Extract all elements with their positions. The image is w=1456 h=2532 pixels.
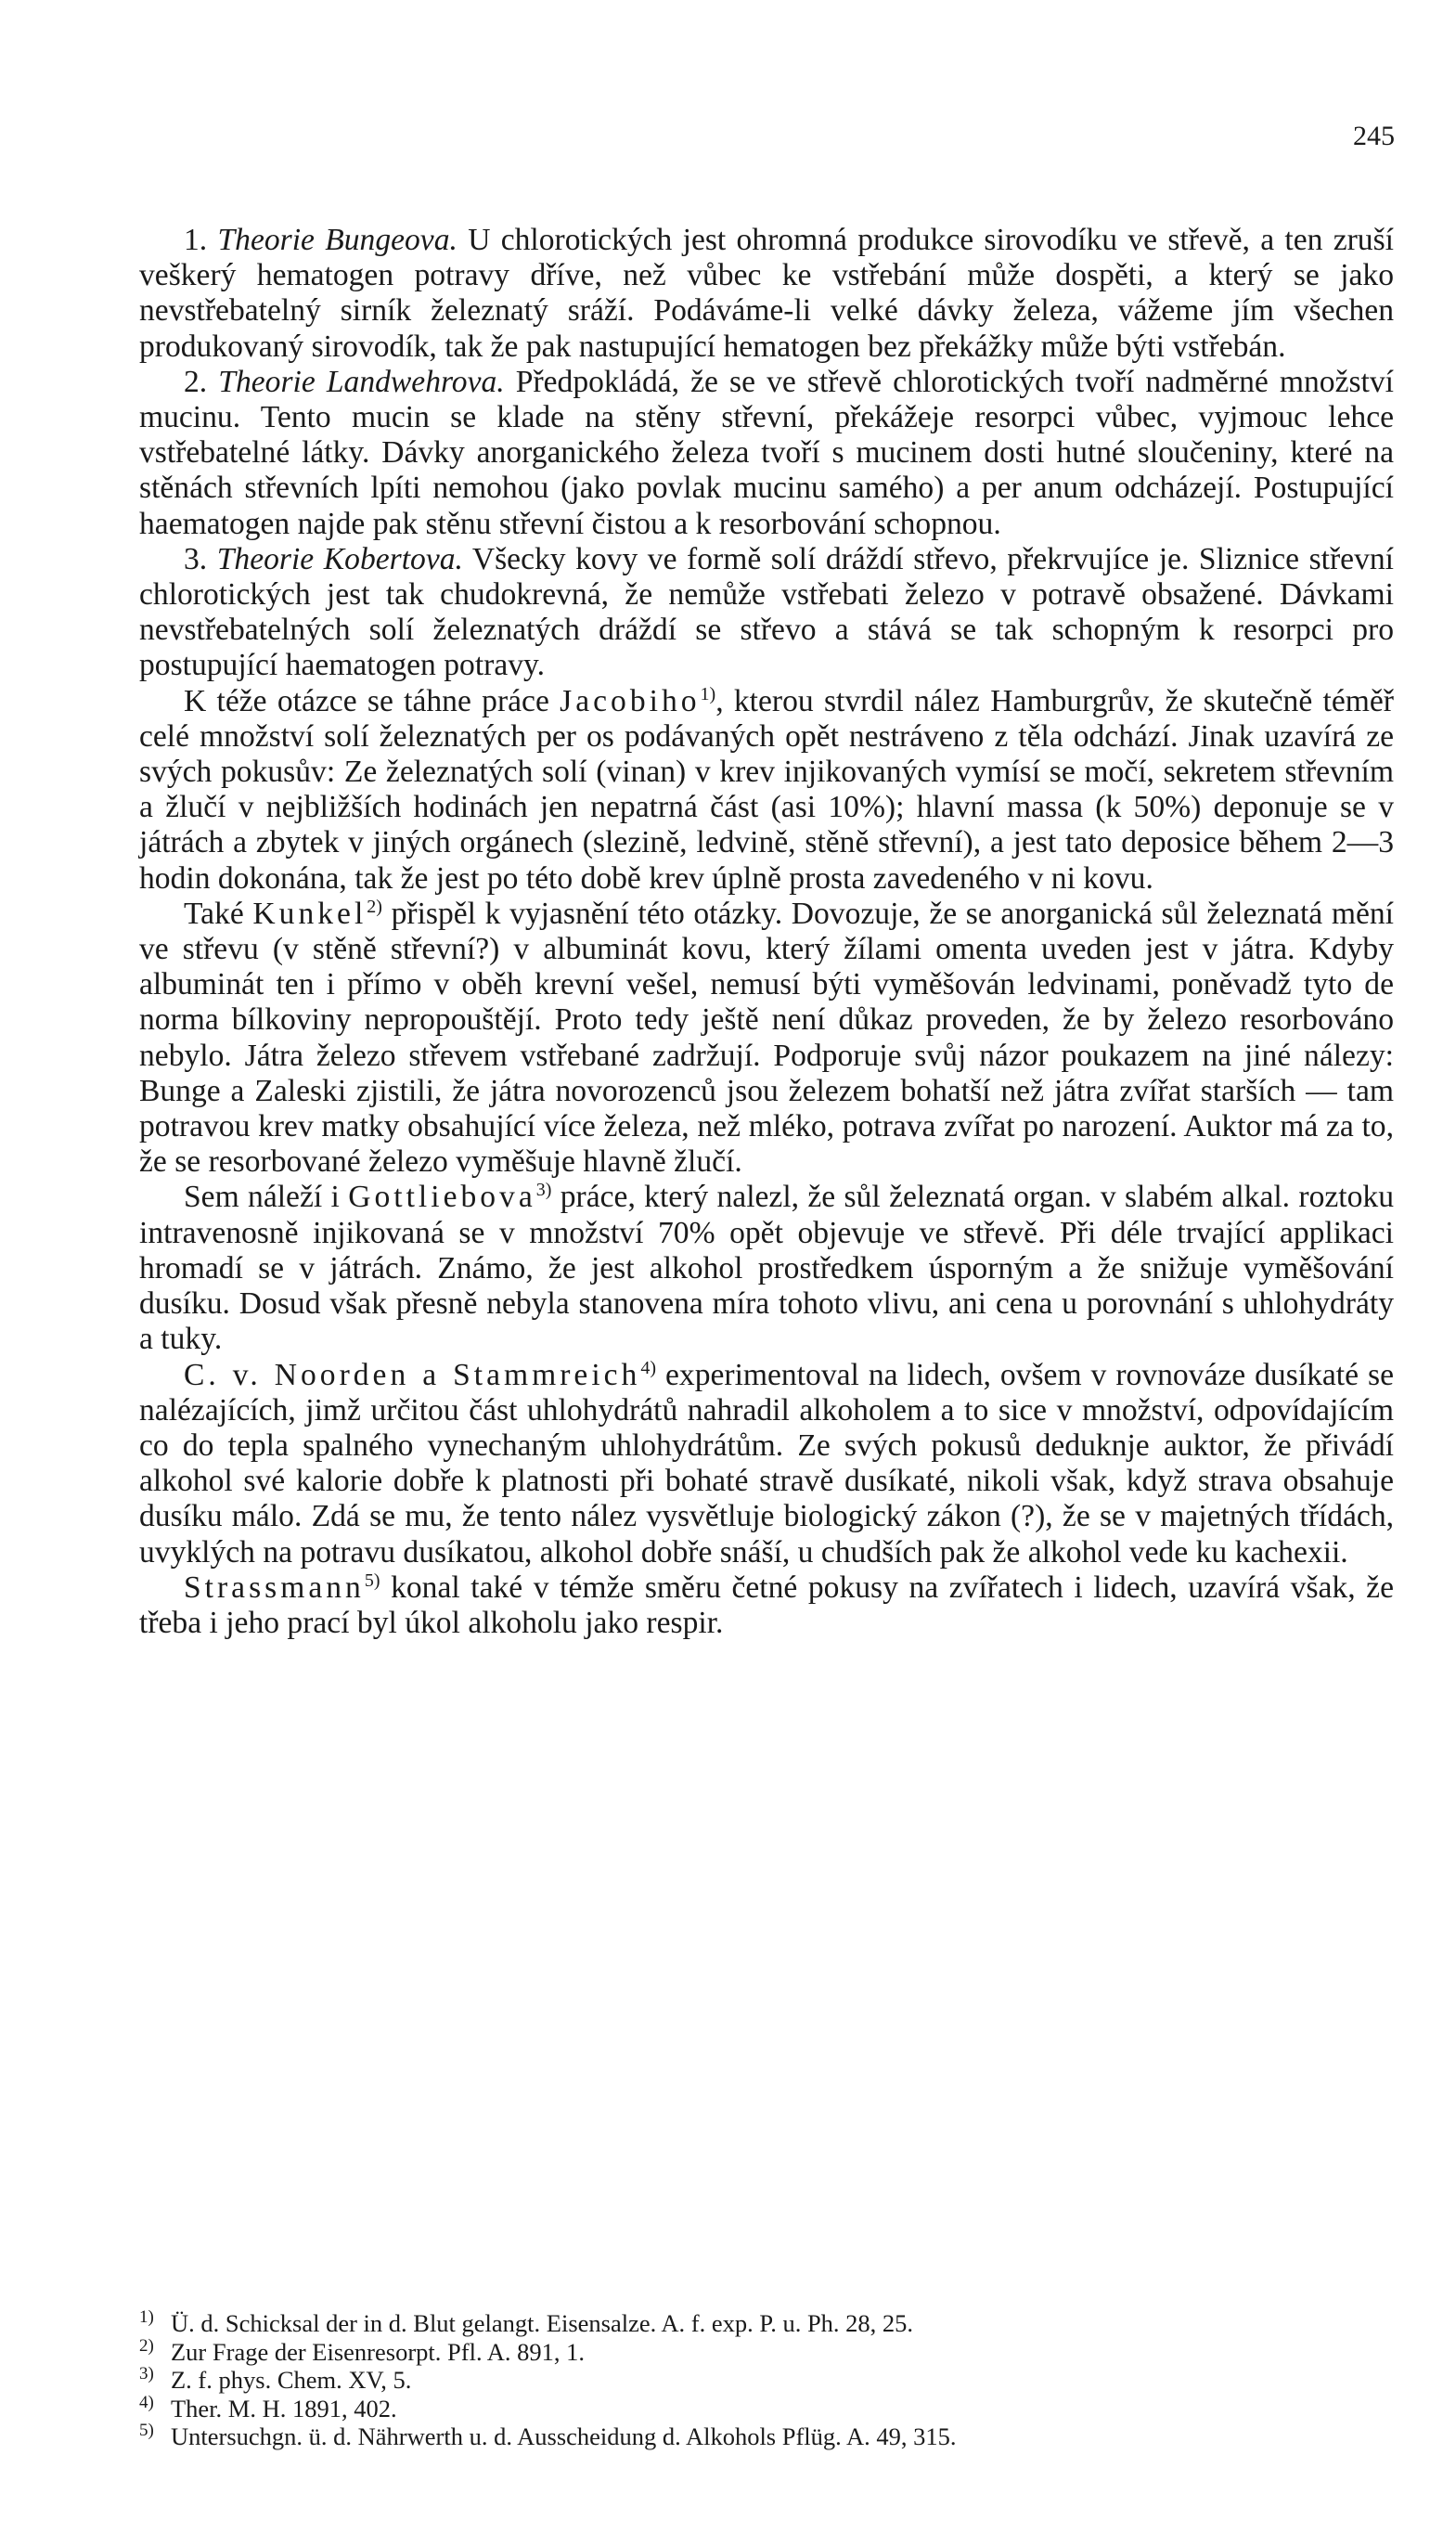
paragraph-theory-bunge xyxy=(139,223,1394,365)
author-name: Strassmann xyxy=(184,1570,365,1605)
author-name: C. v. Noorden a Stammreich xyxy=(184,1357,641,1392)
footnote-ref: 4) xyxy=(640,1357,657,1378)
footnote-2 xyxy=(139,2335,1401,2367)
paragraph-number: 2. xyxy=(184,364,208,399)
paragraph-number: 1. xyxy=(184,223,208,257)
footnote-text: Ü. d. Schicksal der in d. Blut gelangt. Eisensalze. A. f. exp. P. u. Ph. 28, 25. xyxy=(171,2309,914,2337)
footnote-4 xyxy=(139,2392,1401,2423)
page-number: 245 xyxy=(1353,121,1395,151)
paragraph-lead: Také xyxy=(184,896,244,931)
paragraph-number: 3. xyxy=(184,541,208,576)
footnote-ref: 1) xyxy=(700,683,716,704)
paragraph-noorden xyxy=(139,1358,1394,1570)
paragraph-title: Theorie Bungeova. xyxy=(217,223,457,257)
paragraph-title: Theorie Kobertova. xyxy=(216,541,463,576)
footnote-mark: 1) xyxy=(139,2307,154,2327)
paragraph-text: práce, který nalezl, že sůl železnatá organ. v slabém alkal. roztoku intravenosně injikovaná se v množství 70% opět objevuje ve střevě. Při déle trvající applikaci hromadí se v játrách. Známo, že jest alkohol prostředkem úsporným a že snižuje vyměšování dusíku. Dosud však přesně nebyla stanovena míra tohoto vlivu, ani cena u porovnání s uhlohydráty a tuky. xyxy=(139,1180,1394,1357)
paragraph-text: přispěl k vyjasnění této otázky. Dovozuje, že se anorganická sůl železnatá mění ve střevu (v stěně střevní?) v albuminát kovu, který žílami omenta uveden jest v játra. Kdyby albuminát ten i přímo v oběh krevní vešel, nemusí býti vyměšován ledvinami, poněvadž tyto de norma bílkoviny nepropouštějí. Proto tedy ještě není důkaz proveden, že by železo resorbováno nebylo. Játra železo střevem vstřebané zadržují. Podporuje svůj názor poukazem na jiné nálezy: Bunge a Zaleski zjistili, že játra novorozenců jsou železem bohatší než játra zvířat starších — tam potravou krev matky obsahující více železa, než mléko, potrava zvířat po narození. Auktor má za to, že se resorbované železo vyměšuje hlavně žlučí. xyxy=(139,896,1394,1180)
footnote-ref: 3) xyxy=(535,1180,552,1201)
footnote-mark: 3) xyxy=(139,2364,154,2383)
footnote-text: Untersuchgn. ü. d. Nährwerth u. d. Ausscheidung d. Alkohols Pflüg. A. 49, 315. xyxy=(171,2422,957,2450)
footnote-text: Ther. M. H. 1891, 402. xyxy=(171,2394,397,2422)
paragraph-lead: Sem náleží i xyxy=(184,1180,340,1215)
footnote-mark: 5) xyxy=(139,2421,154,2440)
paragraph-text: experimentoval na lidech, ovšem v rovnováze dusíkaté se nalézajících, jimž určitou část uhlohydrátů nahradil alkoholem a to sice v množství, odpovídajícím co do tepla spalného vynechaným uhlohydrátům. Ze svých pokusů deduknje auktor, že přivádí alkohol své kalorie dobře k platnosti při bohaté stravě dusíkaté, nikoli však, když strava obsahuje dusíku málo. Zdá se mu, že tento nález vysvětluje biologický zákon (?), že se v majetných třídách, uvyklých na potravu dusíkatou, alkohol dobře snáší, u chudších pak že alkohol vede ku kachexii. xyxy=(139,1357,1394,1570)
footnote-mark: 2) xyxy=(139,2335,154,2356)
paragraph-jacobi xyxy=(139,684,1394,897)
author-name: Gottliebova xyxy=(348,1180,536,1215)
paragraph-text: konal také v témže směru četné pokusy na zvířatech i lidech, uzavírá však, že třeba i jeho prací byl úkol alkoholu jako respir. xyxy=(139,1570,1394,1640)
author-name: Jacobiho xyxy=(560,683,701,718)
paragraph-title: Theorie Landwehrova. xyxy=(218,364,505,399)
footnote-ref: 5) xyxy=(364,1570,380,1591)
footnote-1 xyxy=(139,2309,1401,2338)
paragraph-text: U chlorotických jest ohromná produkce sirovodíku ve střevě, a ten zruší veškerý hematogen potravy dříve, než vůbec ke vstřebání může dospěti, a který se jako nevstřebatelný sirník železnatý sráží. Podáváme-li velké dávky železa, vážeme jím všechen produkovaný sirovodík, tak že pak nastupující hematogen bez překážky může býti vstřebán. xyxy=(139,223,1394,364)
footnote-mark: 4) xyxy=(139,2392,154,2412)
author-name: Kunkel xyxy=(252,896,367,931)
paragraph-strassmann xyxy=(139,1570,1394,1641)
footnotes xyxy=(139,2309,1401,2451)
footnote-5 xyxy=(139,2422,1401,2451)
paragraph-text: , kterou stvrdil nález Hamburgrův, že skutečně téměř celé množství solí železnatých per os podávaných opět nestráveno z těla odchází. Jinak uzavírá ze svých pokusův: Ze železnatých solí (vinan) v krev injikovaných vymísí se močí, sekretem střevním a žlučí v nejbližších hodinách jen nepatrná část (asi 10%); hlavní massa (k 50%) deponuje se v játrách a zbytek v jiných orgánech (slezině, ledvině, stěně střevní), a jest tato deposice během 2—3 hodin dokonána, tak že jest po této době krev úplně prosta zavedeného v ni kovu. xyxy=(139,683,1394,896)
body-text xyxy=(139,223,1394,1641)
paragraph-text: Předpokládá, že se ve střevě chlorotických tvoří nadměrné množství mucinu. Tento mucin se klade na stěny střevní, překážeje resorpci vůbec, vyjmouc lehce vstřebatelné látky. Dávky anorganického železa tvoří s mucinem dosti hutné sloučeniny, které na stěnách střevních lpíti nemohou (jako povlak mucinu samého) a per anum odcházejí. Postupující haematogen najde pak stěnu střevní čistou a k resorbování schopnou. xyxy=(139,364,1394,541)
paragraph-kunkel xyxy=(139,897,1394,1181)
footnote-ref: 2) xyxy=(367,896,382,917)
paragraph-theory-kobert xyxy=(139,542,1394,684)
footnote-text: Z. f. phys. Chem. XV, 5. xyxy=(171,2366,412,2394)
paragraph-text: Všecky kovy ve formě solí dráždí střevo, překrvujíce je. Sliznice střevní chlorotických jest tak chudokrevná, že nemůže vstřebati železo v potravě obsažené. Dávkami nevstřebatelných solí železnatých dráždí se střevo a stává se tak schopným k resorpci pro postupující haematogen potravy. xyxy=(139,541,1394,683)
paragraph-lead: K téže otázce se táhne práce xyxy=(184,683,549,718)
paragraph-gottlieb xyxy=(139,1180,1394,1357)
paragraph-theory-landwehr xyxy=(139,365,1394,542)
footnote-3 xyxy=(139,2366,1401,2395)
footnote-text: Zur Frage der Eisenresorpt. Pfl. A. 891, 1. xyxy=(171,2337,585,2366)
